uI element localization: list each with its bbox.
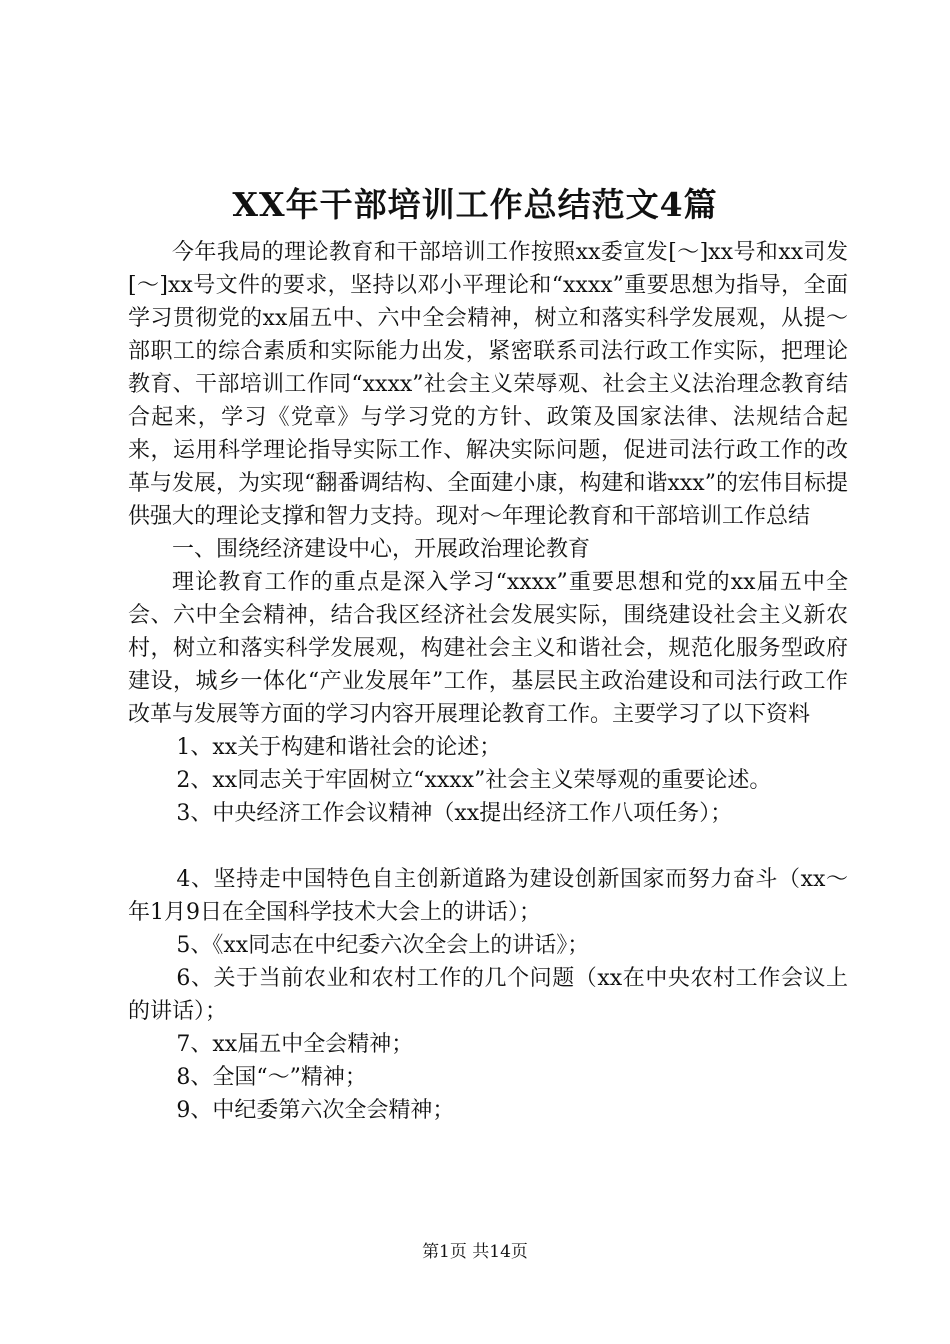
intro-paragraph: 今年我局的理论教育和干部培训工作按照xx委宣发[～]xx号和xx司发[～]xx号文件的要求，坚持以邓小平理论和“xxxx”重要思想为指导，全面学习贯彻党的xx届五中、六中全会精神，树立和落实科学发展观，从提～部职工的综合素质和实际能力出发，紧密联系司法行政工作实际，把理论教育、干部培训工作同“xxxx”社会主义荣辱观、社会主义法治理念教育结合起来，学习《党章》与学习党的方针、政策及国家法律、法规结合起来，运用科学理论指导实际工作、解决实际问题，促进司法行政工作的改革与发展，为实现“翻番调结构、全面建小康，构建和谐xxx”的宏伟目标提供强大的理论支撑和智力支持。现对～年理论教育和干部培训工作总结 [128,240,848,529]
page-number: 第1页 共14页 [422,1242,528,1262]
list-item: 1、xx关于构建和谐社会的论述； [176,735,502,760]
section-paragraph: 理论教育工作的重点是深入学习“xxxx”重要思想和党的xx届五中全会、六中全会精神，结合我区经济社会发展实际，围绕建设社会主义新农村，树立和落实科学发展观，构建社会主义和谐社会，规范化服务型政府建设，城乡一体化“产业发展年”工作，基层民主政治建设和司法行政工作改革与发展等方面的学习内容开展理论教育工作。主要学习了以下资料 [128,570,848,727]
document-title: XX年干部培训工作总结范文4篇 [232,185,718,224]
list-item: 7、xx届五中全会精神； [176,1032,414,1057]
list-item: 5、《xx同志在中纪委六次全会上的讲话》； [176,933,590,958]
list-item: 3、中央经济工作会议精神（xx提出经济工作八项任务）； [176,801,733,826]
list-item: 2、xx同志关于牢固树立“xxxx”社会主义荣辱观的重要论述。 [176,768,772,793]
document-body [128,236,848,1127]
list-item: 4、坚持走中国特色自主创新道路为建设创新国家而努力奋斗（xx～年1月9日在全国科学技术大会上的讲话）； [128,867,848,925]
list-item: 6、关于当前农业和农村工作的几个问题（xx在中央农村工作会议上的讲话）； [128,966,848,1024]
list-item: 9、中纪委第六次全会精神； [176,1098,455,1123]
list-item: 8、全国“～”精神； [176,1065,367,1090]
section-heading: 一、围绕经济建设中心，开展政治理论教育 [172,537,591,562]
